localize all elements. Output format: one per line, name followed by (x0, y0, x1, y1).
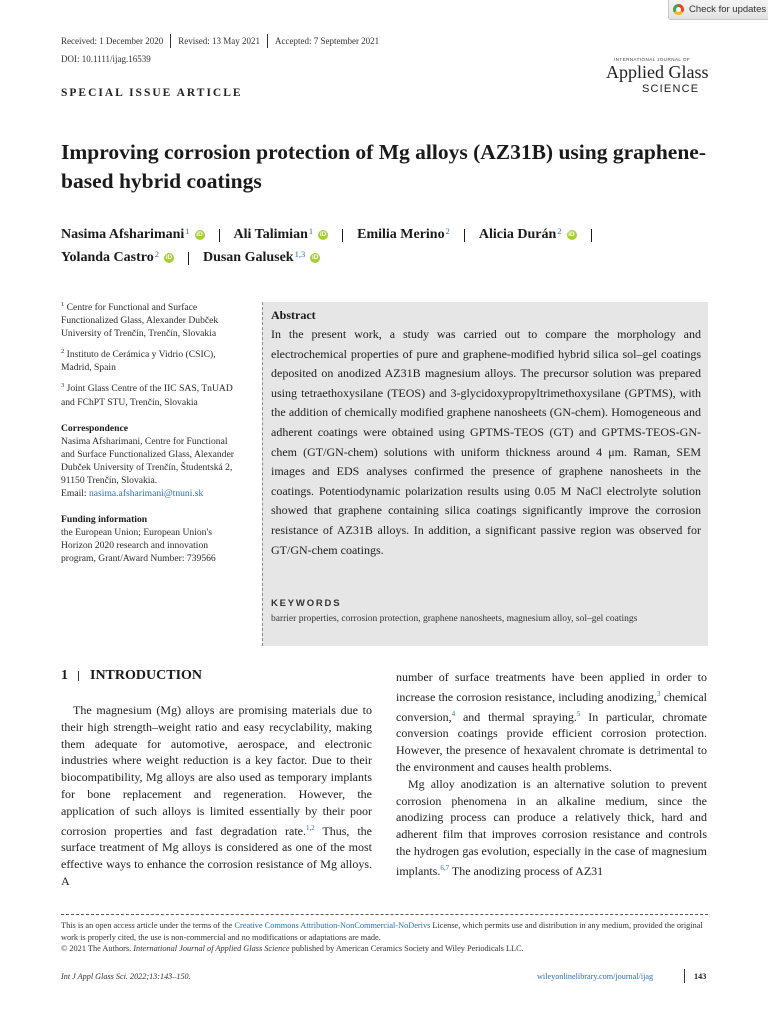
journal-logo-main: Applied Glass (606, 62, 709, 82)
doi: DOI: 10.1111/ijag.16539 (61, 54, 151, 64)
paragraph-text: The anodizing process of AZ31 (449, 863, 604, 878)
orcid-icon[interactable]: iD (319, 231, 327, 238)
divider (591, 229, 592, 242)
paragraph (396, 776, 707, 880)
affiliation-ref: 1 (308, 226, 314, 236)
paragraph-text: The magnesium (Mg) alloys are promising materials due to their high strength–weight ratio and easy recyclability, making them adequate for automotive, aerospace, and electronic industries where weight reduction is a key factor. Due to their biocompatibility, Mg alloys are also used as temporary implants for bone replacement and regeneration. However, the application of such alloys is limited essentially by their poor corrosion properties and fast degradation rate. (61, 703, 372, 838)
accepted-date: Accepted: 7 September 2021 (274, 36, 380, 46)
affiliation-number: 2 (61, 348, 65, 356)
citation-link[interactable]: 6,7 (440, 863, 450, 872)
author[interactable] (357, 227, 450, 243)
divider (78, 671, 79, 681)
citation-text: Int J Appl Glass Sci. 2022;13:143–150. (61, 972, 191, 981)
author-list-row-1 (61, 227, 606, 243)
article-title: Improving corrosion protection of Mg alloys (AZ31B) using graphene-based hybrid coatings (61, 140, 707, 193)
affiliation-number: 3 (61, 382, 65, 390)
abstract-heading: Abstract (271, 308, 316, 322)
license-text (61, 920, 711, 943)
paragraph-text: and thermal spraying. (455, 709, 577, 724)
license-text-part: License, which permits use and distribution in any medium, provided the original work is properly cited, the use is non-commercial and no modifications or adaptations are made. (61, 921, 703, 942)
author[interactable] (61, 227, 205, 243)
check-for-updates-label: Check for updates (689, 4, 767, 15)
correspondence-text (61, 435, 241, 500)
author-name: Nasima Afsharimani (61, 227, 185, 242)
author[interactable] (479, 227, 577, 243)
author-name: Yolanda Castro (61, 250, 154, 265)
paragraph-text: Mg alloy anodization is an alternative solution to prevent corrosion phenomena in an alkaline medium, since the anodizing process can produce a relatively thick, hard and adherent film that improves corrosion resistance and controls the hydrogen gas evolution, especially in the case of magnesium implants. (396, 776, 707, 878)
keywords: barrier properties, corrosion protection, graphene nanosheets, magnesium alloy, sol–gel coatings (271, 614, 638, 624)
orcid-icon[interactable]: iD (196, 231, 203, 238)
citation-link[interactable]: 3 (657, 689, 661, 698)
author[interactable] (234, 227, 329, 243)
crossmark-icon (673, 4, 684, 15)
copyright-text: published by American Ceramics Society and Wiley Periodicals LLC. (289, 944, 524, 953)
affiliation-text: Instituto de Cerámica y Vidrio (CSIC), Madrid, Spain (61, 349, 216, 374)
funding-text: the European Union; European Union's Horizon 2020 research and innovation program, Grant/Award Number: 739566 (61, 526, 216, 564)
affiliation-ref: 2 (154, 249, 159, 259)
journal-logo-science: SCIENCE (642, 83, 700, 95)
page-number: 143 (694, 972, 707, 981)
affiliation-number: 1 (61, 301, 65, 308)
received-date: Received: 1 December 2020 (61, 36, 164, 46)
copyright-text: © 2021 The Authors. (61, 944, 134, 953)
funding-heading: Funding information (61, 513, 148, 525)
affiliation-ref: 2 (557, 226, 562, 236)
divider (170, 34, 171, 48)
license-link[interactable]: Creative Commons Attribution-NonCommercial-NoDerivs (234, 921, 431, 930)
section-title: INTRODUCTION (90, 668, 203, 683)
section-heading (61, 668, 202, 684)
email-label: Email: (61, 487, 87, 499)
orcid-icon[interactable]: iD (311, 254, 319, 261)
divider (684, 969, 685, 983)
orcid-icon[interactable]: iD (568, 231, 575, 238)
citation-link[interactable]: 1,2 (306, 823, 315, 832)
article-type: SPECIAL ISSUE ARTICLE (61, 87, 243, 99)
divider (267, 34, 268, 48)
divider (188, 252, 189, 265)
article-dates (61, 34, 379, 48)
paragraph-text: In particular, chromate conversion coatings provide efficient corrosion protection. However, the presence of hexavalent chromate is detrimental to the environment and causes health problems. (396, 709, 707, 774)
affiliation-text: Centre for Functional and Surface Functionalized Glass, Alexander Dubček University of Trenčín, Trenčín, Slovakia (61, 302, 219, 340)
citation-link[interactable]: 5 (576, 709, 581, 718)
article-info-column (61, 298, 241, 570)
paragraph-text: number of surface treatments have been applied in order to increase the corrosion resistance, including anodizing, (396, 670, 707, 704)
affiliation-ref: 1,3 (294, 249, 306, 259)
author[interactable] (203, 250, 320, 266)
citation-link[interactable]: 4 (451, 709, 456, 718)
affiliation (61, 298, 241, 340)
abstract-text: In the present work, a study was carried out to compare the morphology and electrochemical properties of pure and graphene-modified hybrid silica sol–gel coatings deposited on anodized AZ31B magnesium alloys. The precursor solution was prepared using tetraethoxysilane (TEOS) and 3-glycidoxypropyltrimethoxysilane (GPTMS), with the addition of chemically modified graphene nanosheets (GN-chem). Homogeneous and adherent coatings were obtained using GPTMS-TEOS (GT) and GPTMS-TEOS-GN-chem (GT/GN-chem) solutions with uniform thickness around 4 μm. Raman, SEM images and EDS analyses confirmed the presence of graphene nanosheets in the coatings. Potentiodynamic polarization results using 0.05 M NaCl electrolyte solution showed that graphene containing silica coatings significantly improve the corrosion resistance of AZ31B alloys. In addition, a significant passive region was observed for GT/GN-chem coatings. (271, 327, 701, 557)
author-name: Emilia Merino (357, 227, 445, 242)
correspondence-address: Nasima Afsharimani, Centre for Functional and Surface Functionalized Glass, Alexander Dubček University of Trenčín, Študentská 2, 91150 Trenčín, Slovakia. (61, 435, 234, 486)
paragraph (396, 669, 707, 776)
journal-website-link[interactable]: wileyonlinelibrary.com/journal/ijag (537, 972, 654, 981)
correspondence-heading: Correspondence (61, 422, 128, 434)
author-name: Alicia Durán (478, 227, 557, 242)
email-link[interactable]: nasima.afsharimani@tnuni.sk (88, 487, 204, 499)
license-notice (61, 920, 711, 955)
affiliation (61, 379, 241, 408)
divider (464, 229, 465, 242)
revised-date: Revised: 13 May 2021 (178, 36, 260, 46)
footer-divider (61, 914, 708, 915)
body-column-right (396, 669, 707, 880)
keywords-heading: KEYWORDS (271, 598, 342, 609)
orcid-icon[interactable]: iD (165, 254, 173, 261)
paragraph (61, 702, 372, 890)
license-text-part: This is an open access article under the terms of the (61, 921, 235, 930)
affiliation-ref: 2 (445, 226, 450, 236)
affiliation (61, 345, 241, 374)
citation-line (61, 972, 191, 981)
divider (219, 229, 220, 242)
paragraph-text: chemical conversion, (396, 689, 707, 724)
affiliation-ref: 1 (185, 226, 190, 236)
check-for-updates-button[interactable] (668, 0, 768, 20)
affiliation-text: Joint Glass Centre of the IIC SAS, TnUAD and FChPT STU, Trenčín, Slovakia (61, 383, 233, 408)
author[interactable] (61, 250, 174, 266)
copyright (61, 943, 711, 955)
journal-logo-small: INTERNATIONAL JOURNAL OF (614, 57, 691, 62)
divider (342, 229, 343, 242)
author-list-row-2 (61, 250, 320, 266)
author-name: Ali Talimian (233, 227, 308, 242)
body-column-left (61, 702, 372, 890)
author-name: Dusan Galusek (202, 250, 294, 265)
journal-name: International Journal of Applied Glass Science (133, 944, 290, 953)
paragraph-text: Thus, the surface treatment of Mg alloys is considered as one of the most effective ways to enhance the corrosion resistance of Mg alloys. A (61, 823, 372, 888)
section-number: 1 (61, 668, 68, 683)
